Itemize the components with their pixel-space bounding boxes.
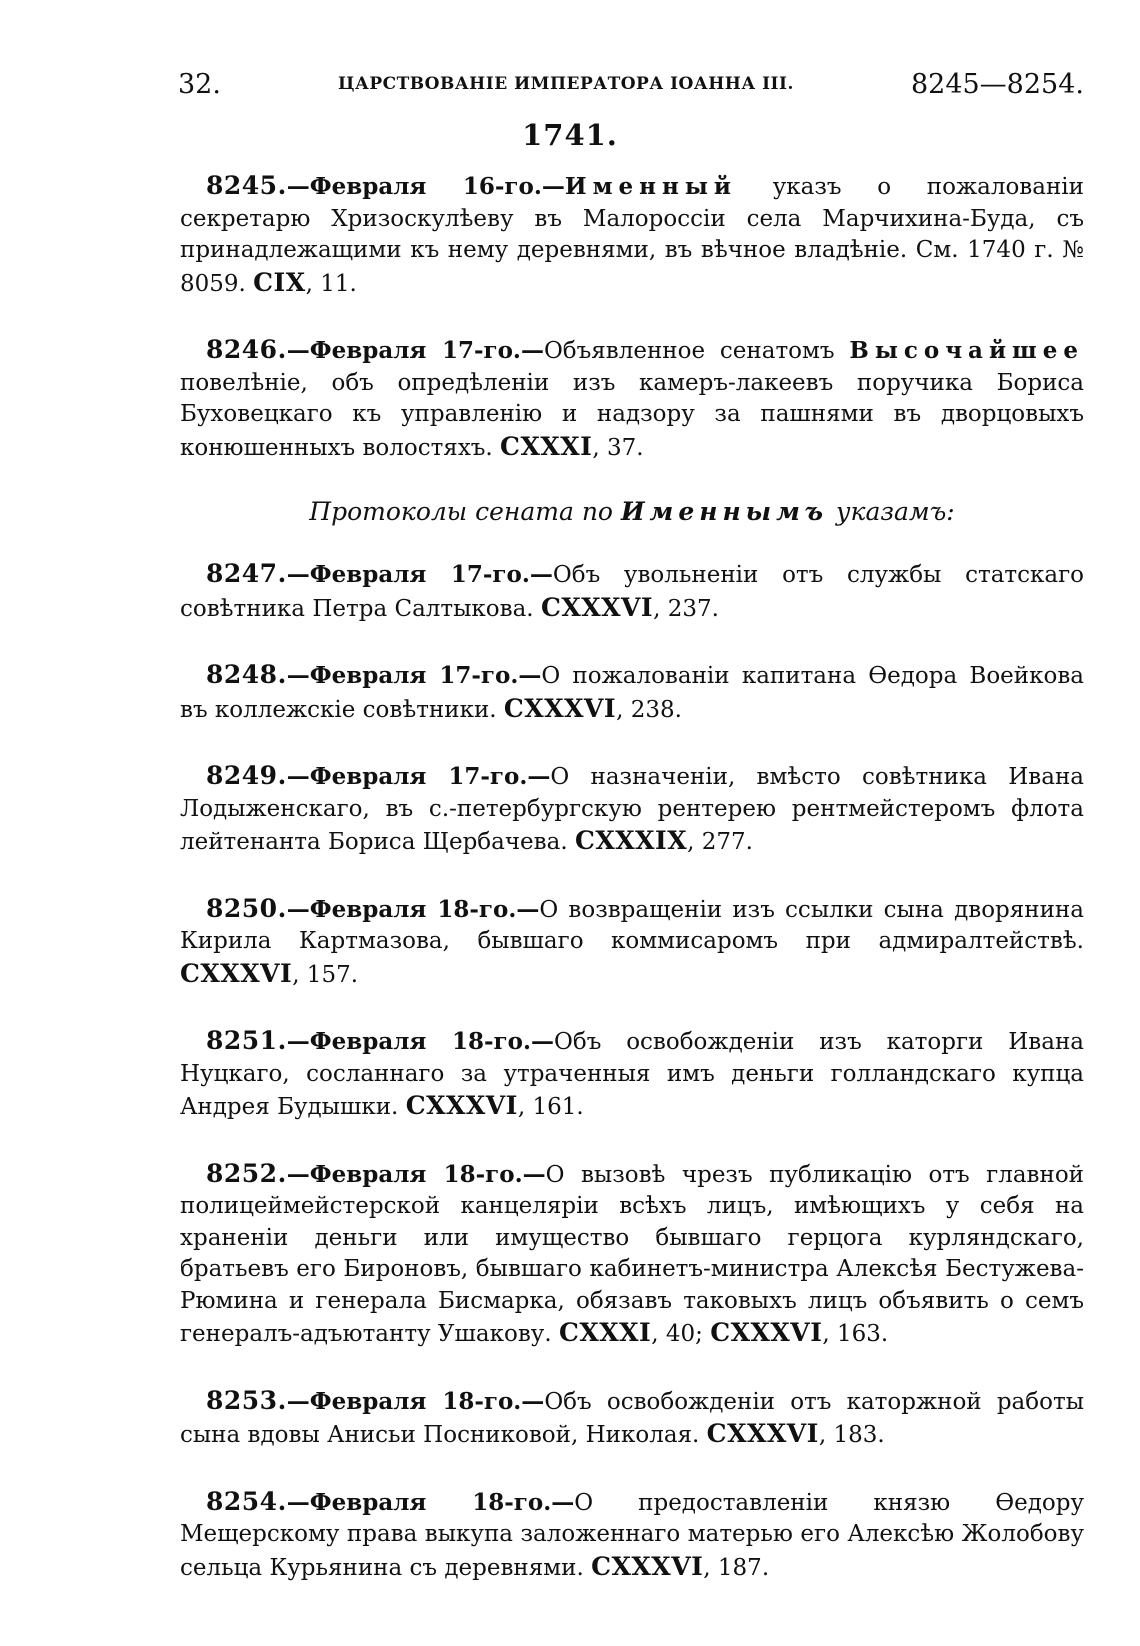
entry-text: О пожалованіи капитана Ѳедора Воейкова въ коллежскіе совѣтники. — [180, 663, 1084, 723]
entry-number: 8248. — [206, 660, 287, 689]
entry-date: —Февраля 17-го.— — [286, 337, 544, 364]
entry-8254 — [180, 1486, 1084, 1585]
entry-number: 8253. — [206, 1385, 287, 1415]
entry-date: —Февраля 18-го.— — [286, 1028, 554, 1055]
entry-date: —Февраля 17-го.— — [286, 662, 542, 689]
entry-text: О возвращеніи изъ ссылки сына дворянина Кирила Картмазова, бывшаго коммисаромъ при адмиралтействѣ. — [180, 896, 1084, 954]
page-ref: , 277. — [687, 829, 753, 855]
entry-8246 — [180, 334, 1084, 464]
volume-ref: CXXXVI — [180, 958, 293, 988]
entry-8248 — [180, 659, 1084, 726]
entry-date: —Февраля 18-го.— — [286, 1488, 575, 1516]
volume-ref: CXXXIX — [574, 826, 688, 855]
entry-text: О назначеніи, вмѣсто совѣтника Ивана Лодыженскаго, въ с.-петербургскую рентерею рентмейстеромъ флота лейтенанта Бориса Щербачева. — [180, 764, 1085, 855]
entry-number: 8251. — [206, 1026, 287, 1055]
page-ref: , 37. — [592, 434, 644, 461]
entry-date: —Февраля 18-го.— — [286, 895, 540, 923]
section-title-pre: Протоколы сената по — [309, 497, 621, 526]
volume-ref: CXXXVI — [405, 1091, 518, 1120]
page-number: 32. — [178, 68, 221, 100]
volume-ref: CXXXI — [558, 1318, 652, 1347]
page-ref: , 11. — [305, 270, 357, 297]
page-header — [178, 66, 1084, 102]
page-ref: , 238. — [616, 696, 682, 723]
entry-number: 8254. — [206, 1486, 287, 1516]
page-ref: , 157. — [292, 961, 359, 988]
spaced-word: Высочайшее — [849, 337, 1084, 364]
entry-range: 8245—8254. — [910, 68, 1084, 100]
entry-number: 8249. — [206, 761, 287, 790]
section-title — [180, 492, 1084, 532]
entry-number: 8250. — [206, 893, 287, 923]
page-ref: , 187. — [703, 1554, 770, 1581]
entry-8252 — [180, 1158, 1084, 1351]
section-title-post: указамъ: — [828, 497, 955, 526]
entry-number: 8247. — [206, 559, 287, 588]
page-ref: , 237. — [653, 595, 719, 622]
running-title: ЦАРСТВОВАНІЕ ИМПЕРАТОРА ІОАННА III. — [338, 74, 794, 94]
entry-date: —Февраля 17-го.— — [286, 763, 551, 790]
volume-ref: CXXXI — [500, 431, 593, 461]
section-title-spaced: Именнымъ — [620, 497, 829, 526]
volume-ref: CIX — [253, 267, 306, 297]
entry-text: повелѣніе, объ опредѣленіи изъ камеръ-лакеевъ поручика Бориса Буховецкаго къ управленію и надзору за пашнями въ дворцовыхъ конюшенныхъ волостяхъ. — [180, 369, 1084, 461]
entry-text: Объ освобожденіи изъ каторги Ивана Нуцкаго, сосланнаго за утраченныя имъ деньги голландскаго купца Андрея Будышки. — [180, 1029, 1084, 1120]
entry-text-pre: Объявленное сенатомъ — [543, 338, 850, 364]
entry-8249 — [180, 760, 1084, 859]
entry-8253 — [180, 1385, 1084, 1452]
page-ref: , 161. — [517, 1094, 584, 1120]
entry-text: О вызовѣ чрезъ публикацію отъ главной полицеймейстерской канцеляріи всѣхъ лицъ, имѣющихъ у себя на храненіи деньги или имущество бывшаго герцога курляндскаго, братьевъ его Бироновъ, бывшаго кабинетъ-министра Алексѣя Бестужева-Рюмина и генерала Бисмарка, обязавъ таковыхъ лицъ объявить о семъ генералъ-адъютанту Ушакову. — [180, 1161, 1084, 1347]
spaced-word: Именный — [564, 173, 737, 200]
volume-ref: CXXXVI — [540, 592, 654, 622]
year-heading: 1741. — [522, 118, 618, 152]
volume-ref: CXXXVI — [591, 1551, 704, 1581]
page-ref: , 40; — [651, 1321, 711, 1347]
entry-date: —Февраля 18-го.— — [286, 1387, 545, 1415]
entry-8247 — [180, 558, 1084, 625]
page-ref: , 183. — [818, 1422, 885, 1448]
document-body — [180, 170, 1084, 1584]
page-ref-2: , 163. — [822, 1321, 889, 1347]
volume-ref: CXXXVI — [503, 693, 617, 723]
entry-8251 — [180, 1025, 1084, 1124]
entry-8250 — [180, 893, 1084, 992]
entry-number: 8245. — [206, 171, 287, 200]
entry-text: Объ увольненіи отъ службы статскаго совѣтника Петра Салтыкова. — [180, 562, 1084, 622]
entry-number: 8252. — [206, 1158, 287, 1188]
entry-date: —Февраля 17-го.— — [286, 561, 553, 588]
entry-number: 8246. — [206, 335, 287, 364]
volume-ref: CXXXVI — [706, 1419, 819, 1448]
entry-date: —Февраля 18-го.— — [286, 1160, 546, 1188]
entry-text: указъ о пожалованіи секретарю Хризоскулѣеву въ Малороссіи села Марчихина-Буда, съ принадлежащими къ нему деревнями, въ вѣчное владѣніе. См. 1740 г. № 8059. — [180, 174, 1084, 297]
entry-text: Объ освобожденіи отъ каторжной работы сына вдовы Анисьи Посниковой, Николая. — [180, 1388, 1084, 1448]
entry-text: О предоставленіи князю Ѳедору Мещерскому права выкупа заложеннаго матерью его Алексѣю Жолобову сельца Курьянина съ деревнями. — [180, 1489, 1084, 1581]
entry-8245 — [180, 170, 1084, 300]
entry-date: —Февраля 16-го.— — [286, 173, 565, 200]
volume-ref-2: CXXXVI — [710, 1318, 823, 1347]
